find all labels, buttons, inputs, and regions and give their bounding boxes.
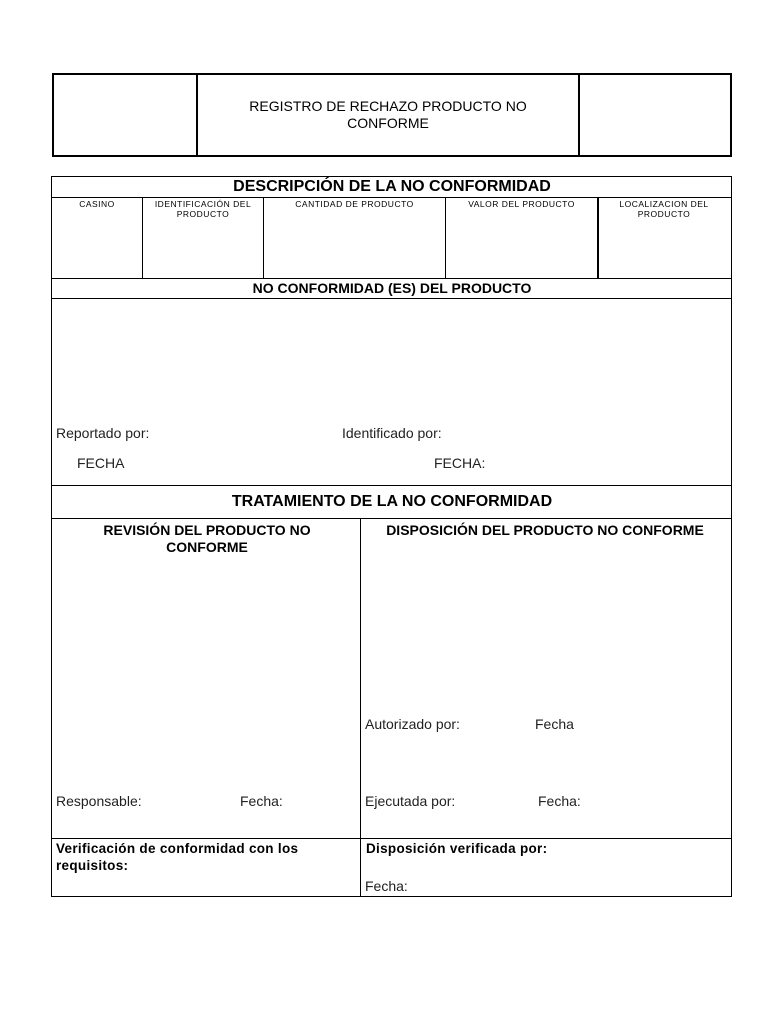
row-divider [52, 298, 732, 299]
row-divider [52, 278, 732, 279]
responsable-fecha-label: Fecha: [240, 793, 283, 809]
reportado-por-label: Reportado por: [56, 425, 150, 441]
fecha-identificacion-label: FECHA: [434, 455, 486, 471]
disposicion-verificada-label: Disposición verificada por: [366, 841, 548, 856]
no-conformidad-title: NO CONFORMIDAD (ES) DEL PRODUCTO [252, 280, 532, 296]
column-divider [445, 197, 446, 278]
column-header-valor: VALOR DEL PRODUCTO [468, 199, 575, 209]
column-header-casino: CASINO [79, 199, 115, 209]
autorizado-fecha-label: Fecha [535, 716, 574, 732]
revision-title: REVISIÓN DEL PRODUCTO NO CONFORME [103, 522, 311, 555]
column-divider [597, 197, 599, 278]
descripcion-title: DESCRIPCIÓN DE LA NO CONFORMIDAD [233, 178, 551, 195]
disposicion-title: DISPOSICIÓN DEL PRODUCTO NO CONFORME [386, 522, 704, 538]
document-title: REGISTRO DE RECHAZO PRODUCTO NO CONFORME [249, 98, 527, 131]
row-divider [52, 518, 732, 519]
column-header-identificacion: IDENTIFICACIÓN DEL PRODUCTO [154, 199, 252, 219]
tratamiento-title: TRATAMIENTO DE LA NO CONFORMIDAD [231, 493, 553, 510]
identificado-por-label: Identificado por: [342, 425, 442, 441]
column-divider [263, 197, 264, 278]
autorizado-por-label: Autorizado por: [365, 716, 460, 732]
verificacion-fecha-label: Fecha: [365, 878, 408, 894]
column-header-cantidad: CANTIDAD DE PRODUCTO [295, 199, 414, 209]
row-divider [52, 197, 732, 198]
row-divider [52, 838, 732, 839]
row-divider [52, 485, 732, 486]
ejecutada-fecha-label: Fecha: [538, 793, 581, 809]
column-divider [142, 197, 143, 278]
column-divider [360, 518, 361, 896]
responsable-label: Responsable: [56, 793, 142, 809]
verificacion-label: Verificación de conformidad con los requisitos: [56, 841, 299, 873]
ejecutada-por-label: Ejecutada por: [365, 793, 456, 809]
column-header-localizacion: LOCALIZACION DEL PRODUCTO [619, 199, 709, 219]
fecha-reporte-label: FECHA [77, 455, 125, 471]
